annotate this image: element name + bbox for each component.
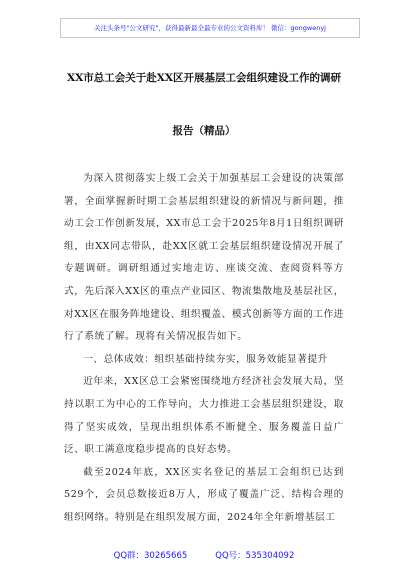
contact-footer	[0, 549, 408, 561]
qq-group-text: QQ群：30265665	[113, 551, 188, 561]
paragraph-intro: 为深入贯彻落实上级工会关于加强基层工会建设的决策部署，全面掌握新时期工会基层组织建设的新情况与新问题，推动工会工作创新发展，XX市总工会于2025年8月1日组织调研组，由XX同志带队，赴XX区就工会基层组织建设情况开展了专题调研。调研组通过实地走访、座谈交流、查阅资料等方式，先后深入XX区的重点产业园区、物流集散地及基层社区，对XX区在服务阵地建设、组织覆盖、模式创新等方面的工作进行了系统了解。现将有关情况报告如下。	[64, 173, 344, 343]
document-body	[64, 168, 344, 530]
section-heading-1: 一、总体成效：组织基础持续夯实，服务效能显著提升	[83, 353, 328, 365]
promo-banner: 关注头条号"公文研究"，获得最新最全最专业的公文资料库！ 微信：gongwenyj	[60, 18, 360, 38]
paragraph-overview: 近年来，XX区总工会紧密围绕地方经济社会发展大局，坚持以职工为中心的工作导向，大力推进工会基层组织建设，取得了坚实成效，呈现出组织体系不断健全、服务覆盖日益广泛、职工满意度稳步提高的良好态势。	[64, 376, 344, 456]
paragraph-statistics: 截至2024年底，XX区实名登记的基层工会组织已达到529个，会员总数接近8万人，形成了覆盖广泛、结构合理的组织网络。特别是在组织发展方面，2024年全年新增基层工	[64, 466, 344, 523]
document-subtitle: 报告（精品）	[172, 125, 236, 137]
qq-number-text: QQ号：535304092	[215, 551, 295, 561]
document-title: XX市总工会关于赴XX区开展基层工会组织建设工作的调研	[66, 72, 342, 84]
